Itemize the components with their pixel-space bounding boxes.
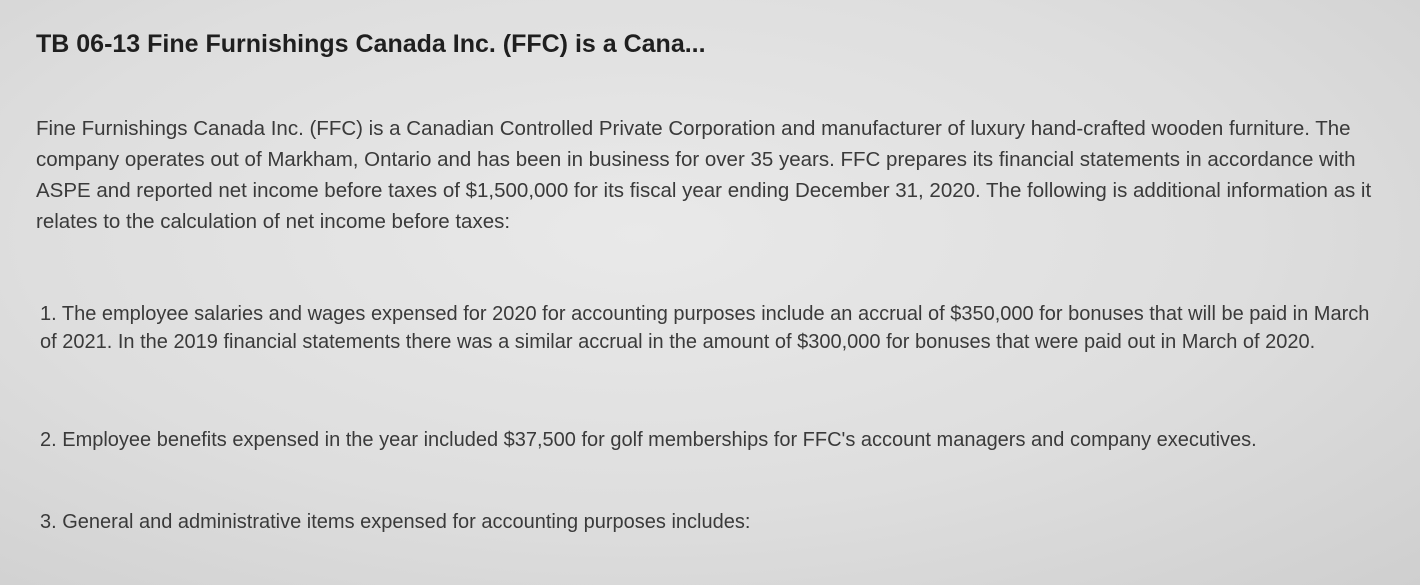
intro-paragraph: Fine Furnishings Canada Inc. (FFC) is a Canadian Controlled Private Corporation and manufacturer of luxury hand-crafted wooden furniture. The company operates out of Markham, Ontario and has been in business for over 35 years. FFC prepares its financial statements in accordance with ASPE and reported net income before taxes of $1,500,000 for its fiscal year ending December 31, 2020. The following is additional information as it relates to the calculation of net income before taxes: <box>36 117 1372 233</box>
list-item: 3. General and administrative items expensed for accounting purposes includes: <box>40 511 751 533</box>
question-title: TB 06-13 Fine Furnishings Canada Inc. (FFC) is a Cana... <box>36 30 706 58</box>
list-item: 2. Employee benefits expensed in the year included $37,500 for golf memberships for FFC's account managers and company executives. <box>40 429 1257 451</box>
list-item: 1. The employee salaries and wages expensed for 2020 for accounting purposes include an accrual of $350,000 for bonuses that will be paid in March of 2021. In the 2019 financial statements there was a similar accrual in the amount of $300,000 for bonuses that were paid out in March of 2020. <box>40 303 1370 353</box>
